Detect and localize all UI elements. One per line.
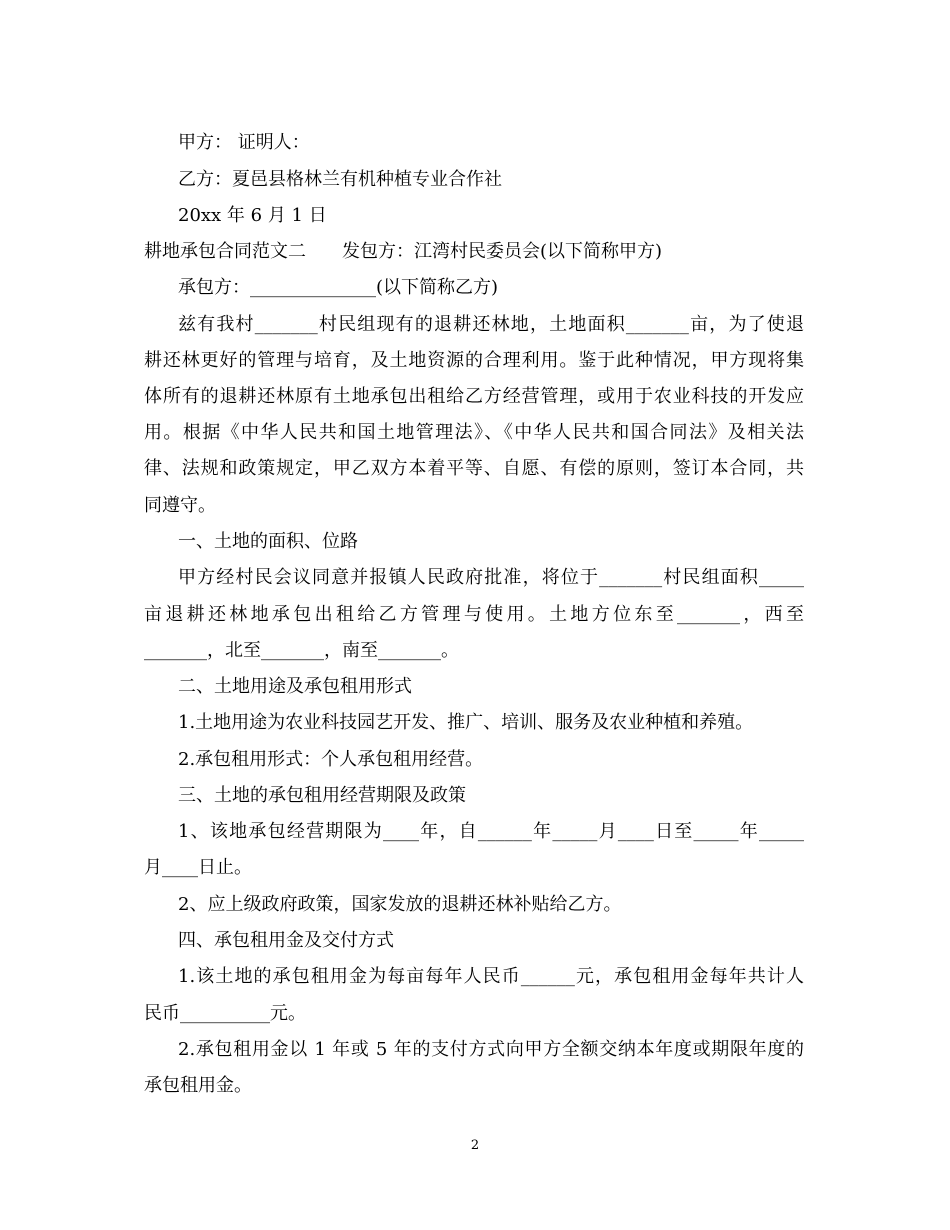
party-b-line: 乙方：夏邑县格林兰有机种植专业合作社: [178, 169, 502, 190]
section-1-line: 亩退耕还林地承包出租给乙方管理与使用。土地方位东至_______，西至: [144, 604, 804, 625]
party-a-witness-line: 甲方： 证明人：: [178, 132, 310, 153]
section-1-line: _______，北至_______，南至_______。: [144, 640, 459, 661]
preamble-line: 兹有我村_______村民组现有的退耕还林地，土地面积_______亩，为了使退: [178, 314, 804, 335]
section-4-item-2-line: 2.承包租用金以 1 年或 5 年的支付方式向甲方全额交纳本年度或期限年度的: [178, 1039, 804, 1060]
preamble-line: 用。根据《中华人民共和国土地管理法》、《中华人民共和国合同法》及相关法: [144, 422, 804, 443]
section-heading-3: 三、土地的承包租用经营期限及政策: [178, 785, 466, 806]
section-heading-4: 四、承包租用金及交付方式: [178, 930, 394, 951]
contract-title-line: 耕地承包合同范文二 发包方：江湾村民委员会(以下简称甲方): [144, 241, 663, 262]
section-4-item-1-line: 民币__________元。: [144, 1003, 306, 1024]
section-3-item-1-line: 1、该地承包经营期限为____年，自______年_____月____日至_____年_____: [178, 821, 804, 842]
preamble-line: 律、法规和政策规定，甲乙双方本着平等、自愿、有偿的原则，签订本合同，共: [144, 458, 804, 479]
section-1-line: 甲方经村民会议同意并报镇人民政府批准，将位于_______村民组面积_____: [178, 567, 804, 588]
preamble-line: 耕还林更好的管理与培育，及土地资源的合理利用。鉴于此种情况，甲方现将集: [144, 350, 804, 371]
page-number: 2: [470, 1138, 480, 1153]
section-3-item-1-line: 月____日止。: [144, 857, 252, 878]
section-3-item-2: 2、应上级政府政策，国家发放的退耕还林补贴给乙方。: [178, 894, 622, 915]
section-4-item-1-line: 1.该土地的承包租用金为每亩每年人民币______元，承包租用金每年共计人: [178, 966, 804, 987]
section-2-item-1: 1.土地用途为农业科技园艺开发、推广、培训、服务及农业种植和养殖。: [178, 712, 754, 733]
preamble-line: 同遵守。: [144, 495, 216, 516]
section-heading-2: 二、土地用途及承包租用形式: [178, 676, 412, 697]
section-heading-1: 一、土地的面积、位路: [178, 531, 358, 552]
date-line: 20xx 年 6 月 1 日: [178, 205, 327, 226]
preamble-line: 体所有的退耕还林原有土地承包出租给乙方经营管理，或用于农业科技的开发应: [144, 386, 804, 407]
section-2-item-2: 2.承包租用形式：个人承包租用经营。: [178, 749, 484, 770]
contractor-line: 承包方：______________(以下简称乙方): [178, 277, 499, 298]
section-4-item-2-line: 承包租用金。: [144, 1075, 252, 1096]
